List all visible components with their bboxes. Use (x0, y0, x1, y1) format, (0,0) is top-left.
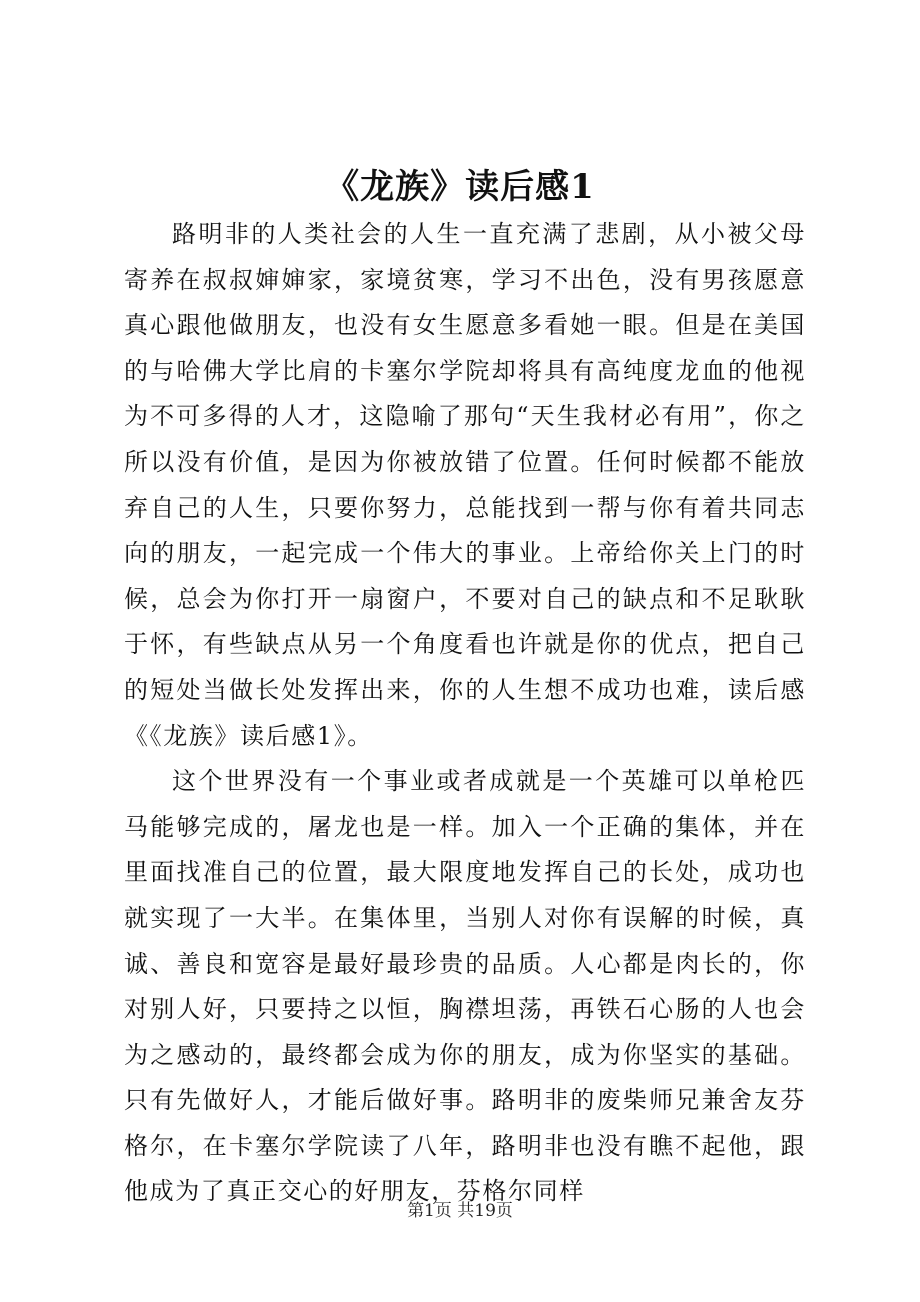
paragraph: 路明非的人类社会的人生一直充满了悲剧，从小被父母寄养在叔叔婶婶家，家境贫寒，学习不出色，没有男孩愿意真心跟他做朋友，也没有女生愿意多看她一眼。但是在美国的与哈佛大学比肩的卡塞尔学院却将具有高纯度龙血的他视为不可多得的人才，这隐喻了那句“天生我材必有用”，你之所以没有价值，是因为你被放错了位置。任何时候都不能放弃自己的人生，只要你努力，总能找到一帮与你有着共同志向的朋友，一起完成一个伟大的事业。上帝给你关上门的时候，总会为你打开一扇窗户，不要对自己的缺点和不足耿耿于怀，有些缺点从另一个角度看也许就是你的优点，把自己的短处当做长处发挥出来，你的人生想不成功也难，读后感《《龙族》读后感1》。 (124, 220, 806, 750)
document-title: 《龙族》读后感1 (325, 167, 595, 207)
document-body (124, 212, 806, 1215)
page-footer: 第1页 共19页 (407, 1201, 513, 1221)
paragraph: 这个世界没有一个事业或者成就是一个英雄可以单枪匹马能够完成的，屠龙也是一样。加入一个正确的集体，并在里面找准自己的位置，最大限度地发挥自己的长处，成功也就实现了一大半。在集体里，当别人对你有误解的时候，真诚、善良和宽容是最好最珍贵的品质。人心都是肉长的，你对别人好，只要持之以恒，胸襟坦荡，再铁石心肠的人也会为之感动的，最终都会成为你的朋友，成为你坚实的基础。只有先做好人，才能后做好事。路明非的废柴师兄兼舍友芬格尔，在卡塞尔学院读了八年，路明非也没有瞧不起他，跟他成为了真正交心的好朋友，芬格尔同样 (124, 767, 806, 1206)
